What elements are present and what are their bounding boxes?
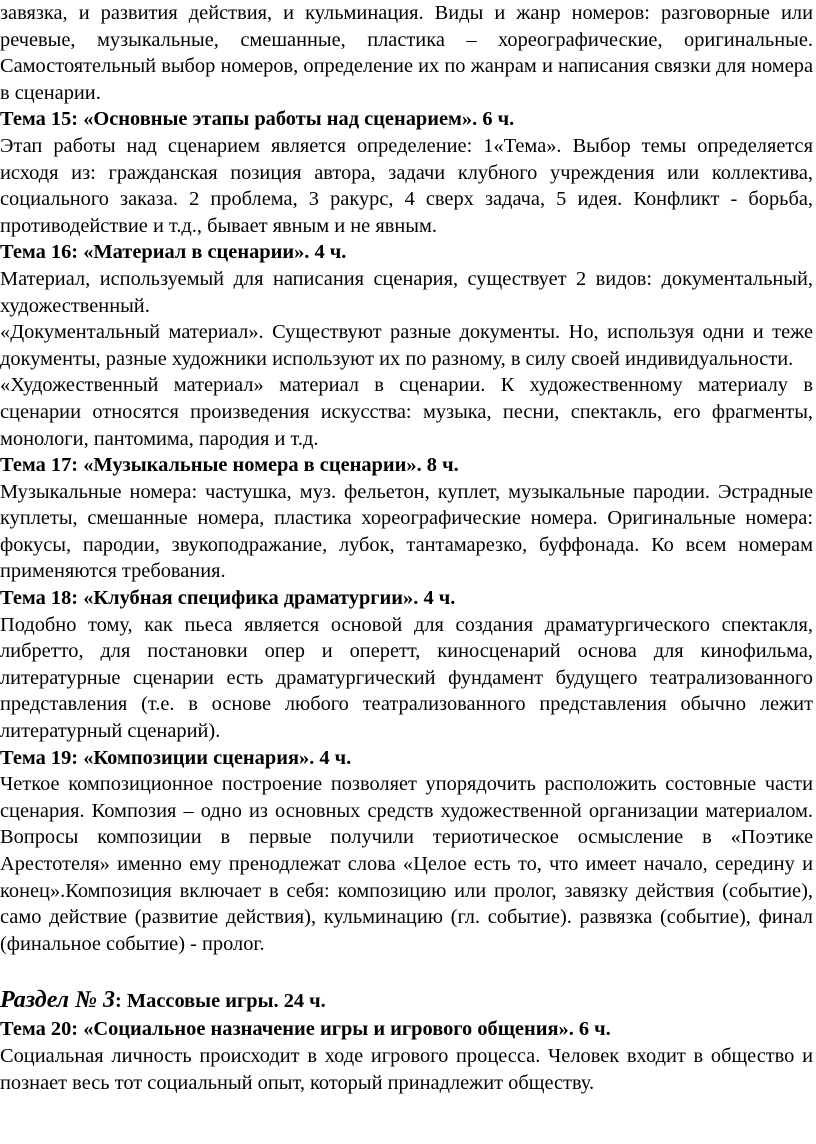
topic-heading: Тема 17: «Музыкальные номера в сценарии». 8 ч. bbox=[0, 454, 459, 477]
section-gap bbox=[0, 957, 813, 985]
paragraph: Музыкальные номера: частушка, муз. фельетон, куплет, музыкальные пародии. Эстрадные куплеты, смешанные номера, пластика хореографические номера. Оригинальные номера: фокусы, пародии, звукоподражание, лубок, тантамарезко, буффонада. Ко всем номерам применяются требования. bbox=[0, 480, 813, 583]
paragraph: «Художественный материал» материал в сценарии. К художественному материалу в сценарии относятся произведения искусства: музыка, песни, спектакль, его фрагменты, монологи, пантомима, пародия и т.д. bbox=[0, 374, 813, 450]
topic-heading: Тема 19: «Композиции сценария». 4 ч. bbox=[0, 746, 352, 769]
section-title: : Массовые игры. 24 ч. bbox=[115, 990, 326, 1013]
topic-heading: Тема 15: «Основные этапы работы над сценарием». 6 ч. bbox=[0, 108, 515, 131]
paragraph: Социальная личность происходит в ходе игрового процесса. Человек входит в общество и познает весь тот социальный опыт, который принадлежит обществу. bbox=[0, 1044, 813, 1094]
paragraph: Подобно тому, как пьеса является основой для создания драматургического спектакля, либретто, для постановки опер и оперетт, киносценарий основа для кинофильма, литературные сценарии есть драматургический фундамент будущего театрализованного представления (т.е. в основе любого театрализованного представления обычно лежит литературный сценарий). bbox=[0, 613, 813, 743]
topic-heading: Тема 16: «Материал в сценарии». 4 ч. bbox=[0, 241, 347, 264]
section-label: Раздел № 3 bbox=[0, 987, 116, 1014]
paragraph: Этап работы над сценарием является определение: 1«Тема». Выбор темы определяется исходя из: гражданская позиция автора, задачи клубного учреждения или коллектива, социального заказа. 2 проблема, 3 ракурс, 4 сверх задача, 5 идея. Конфликт - борьба, противодействие и т.д., бывает явным и не явным. bbox=[0, 134, 813, 237]
paragraph: завязка, и развития действия, и кульминация. Виды и жанр номеров: разговорные или речевые, музыкальные, смешанные, пластика – хореографические, оригинальные. Самостоятельный выбор номеров, определение их по жанрам и написания связки для номера в сценарии. bbox=[0, 2, 813, 104]
topic-heading: Тема 20: «Социальное назначение игры и игрового общения». 6 ч. bbox=[0, 1018, 611, 1041]
topic-heading: Тема 18: «Клубная специфика драматургии». 4 ч. bbox=[0, 587, 456, 610]
paragraph: «Документальный материал». Существуют разные документы. Но, используя одни и теже документы, разные художники используют их по разному, в силу своей индивидуальности. bbox=[0, 321, 813, 370]
section-heading bbox=[0, 985, 813, 1016]
paragraph: Материал, используемый для написания сценария, существует 2 видов: документальный, художественный. bbox=[0, 267, 813, 317]
paragraph: Четкое композиционное построение позволяет упорядочить расположить состовные части сценария. Композия – одно из основных средств художественной организации материалом. Вопросы композиции в первые получили териотическое осмысление в «Поэтике Арестотеля» именно ему пренодлежат слова «Целое есть то, что имеет начало, середину и конец».Композиция включает в себя: композицию или пролог, завязку действия (событие), само действие (развитие действия), кульминацию (гл. событие). развязка (событие), финал (финальное событие) - пролог. bbox=[0, 773, 813, 955]
